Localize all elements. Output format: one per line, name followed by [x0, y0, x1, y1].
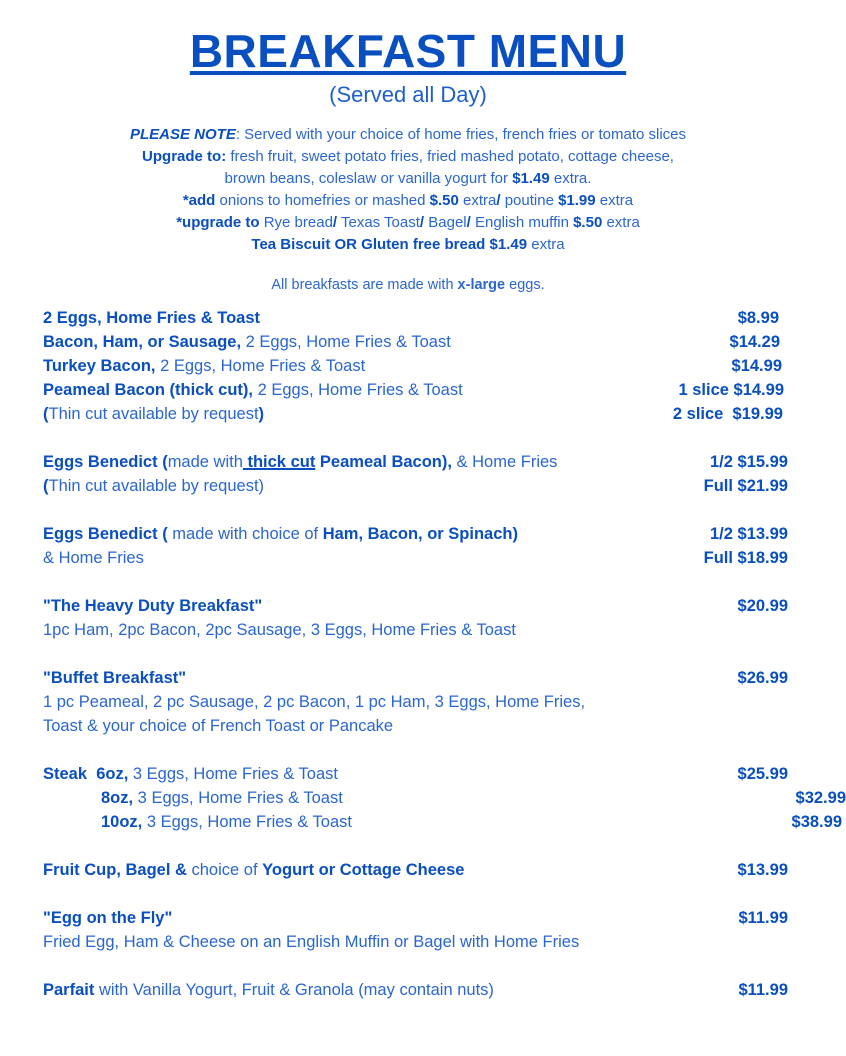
item-price: $14.99: [731, 357, 782, 375]
menu-item: Steak 6oz, 3 Eggs, Home Fries & Toast $25.99: [43, 762, 788, 786]
item-price: $11.99: [738, 909, 788, 927]
menu-item: Peameal Bacon (thick cut), 2 Eggs, Home Fries & Toast 1 slice $14.99: [43, 378, 788, 402]
menu-item-desc: Toast & your choice of French Toast or Pancake: [43, 717, 394, 735]
note-line-5: *upgrade to Rye bread/ Texas Toast/ Bagel/ English muffin $.50 extra: [176, 214, 640, 231]
menu-item: 10oz, 3 Eggs, Home Fries & Toast $38.99: [43, 810, 846, 834]
menu-item: 2 Eggs, Home Fries & Toast $8.99: [43, 306, 788, 330]
menu-item: 8oz, 3 Eggs, Home Fries & Toast $32.99: [43, 786, 846, 810]
item-price: $38.99: [791, 813, 842, 831]
menu-item: (Thin cut available by request) Full $21.99: [43, 474, 788, 498]
menu-item-desc: Fried Egg, Ham & Cheese on an English Muffin or Bagel with Home Fries: [43, 933, 580, 951]
eggs-note: All breakfasts are made with x-large eggs.: [271, 277, 545, 293]
item-price: $14.29: [729, 333, 780, 351]
note-line-1: PLEASE NOTE: Served with your choice of home fries, french fries or tomato slices: [129, 126, 687, 143]
menu-item-desc: 1 pc Peameal, 2 pc Sausage, 2 pc Bacon, 1 pc Ham, 3 Eggs, Home Fries,: [43, 693, 586, 711]
item-price: 2 slice $19.99: [672, 405, 783, 423]
note-line-4: *add onions to homefries or mashed $.50 extra/ poutine $1.99 extra: [182, 192, 634, 209]
menu-item: Parfait with Vanilla Yogurt, Fruit & Granola (may contain nuts) $11.99: [43, 978, 788, 1002]
item-price: $32.99: [795, 789, 846, 807]
menu-item: Eggs Benedict (made with thick cut Peameal Bacon), & Home Fries 1/2 $15.99: [43, 450, 788, 474]
menu-item: Fruit Cup, Bagel & choice of Yogurt or Cottage Cheese $13.99: [43, 858, 788, 882]
item-price: $11.99: [738, 981, 788, 999]
item-price: $20.99: [737, 597, 788, 615]
menu-item: (Thin cut available by request) 2 slice $19.99: [43, 402, 788, 426]
item-price: $26.99: [737, 669, 788, 687]
menu-item: "The Heavy Duty Breakfast" $20.99: [43, 594, 788, 618]
page-subtitle: (Served all Day): [329, 82, 487, 107]
menu-item: "Buffet Breakfast" $26.99: [43, 666, 788, 690]
menu-item: & Home Fries Full $18.99: [43, 546, 788, 570]
menu-item-desc: 1pc Ham, 2pc Bacon, 2pc Sausage, 3 Eggs, Home Fries & Toast: [43, 621, 516, 639]
note-line-3: brown beans, coleslaw or vanilla yogurt for $1.49 extra.: [224, 170, 592, 187]
menu-item: Eggs Benedict ( made with choice of Ham, Bacon, or Spinach) 1/2 $13.99: [43, 522, 788, 546]
item-price: $25.99: [737, 765, 788, 783]
item-price: Full $21.99: [703, 477, 788, 495]
menu-item: Bacon, Ham, or Sausage, 2 Eggs, Home Fries & Toast $14.29: [43, 330, 788, 354]
note-line-2: Upgrade to: fresh fruit, sweet potato fries, fried mashed potato, cottage cheese,: [142, 148, 674, 165]
item-price: $8.99: [737, 309, 779, 327]
note-line-6: Tea Biscuit OR Gluten free bread $1.49 extra: [251, 236, 565, 253]
item-price: $13.99: [737, 861, 788, 879]
item-price: 1 slice $14.99: [678, 381, 784, 399]
item-price: Full $18.99: [703, 549, 788, 567]
item-price: 1/2 $15.99: [710, 453, 788, 471]
item-price: 1/2 $13.99: [710, 525, 788, 543]
page-title: BREAKFAST MENU: [189, 25, 627, 77]
menu-item: "Egg on the Fly" $11.99: [43, 906, 788, 930]
menu-item: Turkey Bacon, 2 Eggs, Home Fries & Toast $14.99: [43, 354, 788, 378]
menu-notes: [0, 124, 816, 256]
